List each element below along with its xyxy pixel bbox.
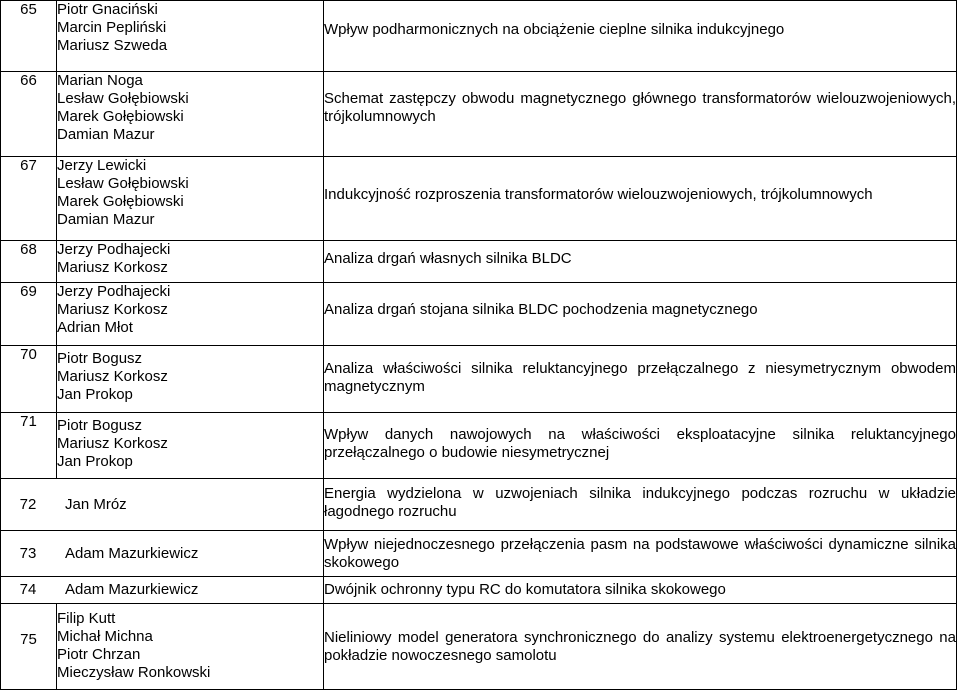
author-name: Marek Gołębiowski — [57, 193, 184, 210]
table-row — [1, 413, 957, 479]
publication-title: Analiza drgań własnych silnika BLDC — [324, 250, 572, 267]
author-name: Mariusz Korkosz — [57, 435, 168, 452]
publication-title: Wpływ podharmonicznych na obciążenie cieplne silnika indukcyjnego — [324, 21, 785, 38]
publication-title: Analiza drgań stojana silnika BLDC pochodzenia magnetycznego — [324, 301, 758, 318]
row-number: 65 — [1, 1, 57, 72]
publication-title: Energia wydzielona w uzwojeniach silnika indukcyjnego podczas rozruchu w układzie łagodnego rozruchu — [324, 485, 956, 520]
author-name: Piotr Gnaciński — [57, 1, 158, 18]
table-row — [1, 1, 957, 72]
author-name: Mariusz Korkosz — [57, 259, 168, 276]
title-cell — [324, 72, 957, 157]
title-cell — [324, 283, 957, 346]
author-name: Piotr Bogusz — [57, 417, 143, 434]
title-cell — [324, 479, 957, 531]
authors-cell — [57, 157, 324, 241]
row-number: 70 — [1, 346, 57, 413]
row-number: 73 — [19, 544, 37, 562]
row-number: 67 — [1, 157, 57, 241]
publication-title: Wpływ danych nawojowych na właściwości eksploatacyjne silnika reluktancyjnego przełączalnego o budowie niesymetrycznej — [324, 426, 956, 461]
author-name: Piotr Chrzan — [57, 646, 141, 663]
author-name: Jerzy Lewicki — [57, 157, 147, 174]
author-name: Damian Mazur — [57, 126, 155, 143]
title-cell — [324, 346, 957, 413]
authors-cell — [57, 604, 324, 690]
title-cell — [324, 157, 957, 241]
publication-title: Nieliniowy model generatora synchronicznego do analizy systemu elektroenergetycznego na pokładzie nowoczesnego samolotu — [324, 629, 956, 664]
author-name: Marek Gołębiowski — [57, 108, 184, 125]
author-name: Mariusz Korkosz — [57, 368, 168, 385]
publication-title: Analiza właściwości silnika reluktancyjnego przełączalnego z niesymetrycznym obwodem magnetycznym — [324, 360, 956, 395]
authors-cell — [57, 72, 324, 157]
author-name: Marian Noga — [57, 72, 143, 89]
authors-cell — [57, 283, 324, 346]
author-name: Adam Mazurkiewicz — [65, 544, 199, 562]
publication-title: Dwójnik ochronny typu RC do komutatora silnika skokowego — [324, 581, 726, 598]
author-name: Jerzy Podhajecki — [57, 241, 171, 258]
number-author-cell — [1, 479, 324, 531]
table-row — [1, 241, 957, 283]
publication-title: Indukcyjność rozproszenia transformatorów wielouzwojeniowych, trójkolumnowych — [324, 186, 873, 203]
table-row — [1, 479, 957, 531]
table-row — [1, 283, 957, 346]
title-cell — [324, 1, 957, 72]
title-cell — [324, 604, 957, 690]
table-row — [1, 577, 957, 604]
title-cell — [324, 531, 957, 577]
table-row — [1, 531, 957, 577]
author-name: Lesław Gołębiowski — [57, 175, 189, 192]
number-author-cell — [1, 531, 324, 577]
author-name: Damian Mazur — [57, 211, 155, 228]
table-row — [1, 604, 957, 690]
author-name: Mariusz Szweda — [57, 37, 168, 54]
authors-cell — [57, 346, 324, 413]
title-cell — [324, 413, 957, 479]
title-cell — [324, 577, 957, 604]
authors-cell — [57, 413, 324, 479]
author-name: Piotr Bogusz — [57, 350, 143, 367]
row-number: 68 — [1, 241, 57, 283]
table-row — [1, 157, 957, 241]
author-name: Mieczysław Ronkowski — [57, 664, 211, 681]
authors-cell — [57, 241, 324, 283]
row-number: 69 — [1, 283, 57, 346]
row-number: 72 — [19, 495, 37, 513]
author-name: Jan Mróz — [65, 495, 127, 513]
row-number: 66 — [1, 72, 57, 157]
author-name: Adam Mazurkiewicz — [65, 581, 199, 598]
authors-cell — [57, 1, 324, 72]
table-row — [1, 72, 957, 157]
author-name: Adrian Młot — [57, 319, 133, 336]
row-number: 71 — [1, 413, 57, 479]
author-name: Jan Prokop — [57, 386, 133, 403]
title-cell — [324, 241, 957, 283]
number-author-cell — [1, 577, 324, 604]
publication-title: Wpływ niejednoczesnego przełączenia pasm na podstawowe właściwości dynamiczne silnika skokowego — [324, 536, 956, 571]
row-number: 74 — [19, 581, 37, 598]
author-name: Jan Prokop — [57, 453, 133, 470]
author-name: Marcin Pepliński — [57, 19, 167, 36]
author-name: Mariusz Korkosz — [57, 301, 168, 318]
author-name: Jerzy Podhajecki — [57, 283, 171, 300]
publication-title: Schemat zastępczy obwodu magnetycznego głównego transformatorów wielouzwojeniowych, trójkolumnowych — [324, 90, 956, 125]
author-name: Michał Michna — [57, 628, 153, 645]
row-number: 75 — [1, 604, 57, 690]
author-name: Filip Kutt — [57, 610, 116, 627]
table-row — [1, 346, 957, 413]
author-name: Lesław Gołębiowski — [57, 90, 189, 107]
